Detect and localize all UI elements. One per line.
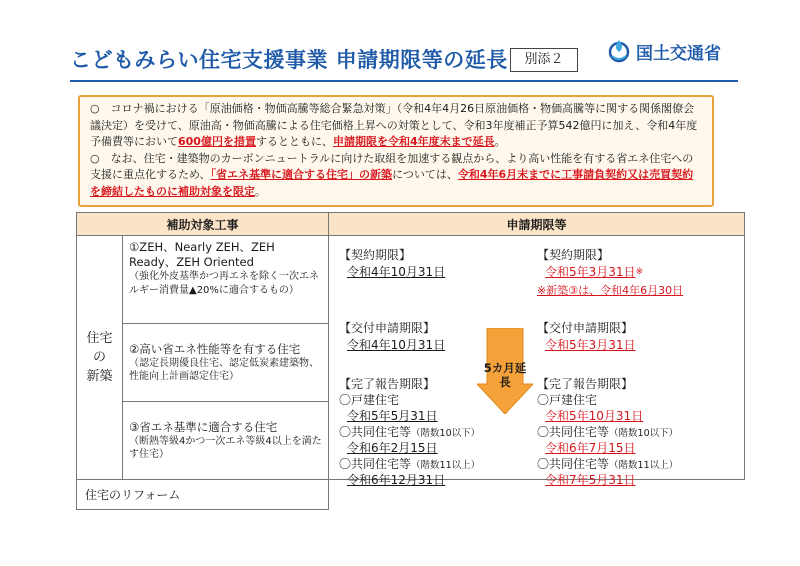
after-multi-small-label: 〇共同住宅等 <box>537 425 610 439</box>
notice-paragraph-2 <box>90 151 702 201</box>
side-label-line: 住宅 <box>86 331 113 346</box>
before-multi-large-note: （階数11以上） <box>411 460 481 471</box>
new-build-label <box>77 236 123 480</box>
side-label-line: 新築 <box>86 369 113 384</box>
contract-limit-emphasis: 令和4年6月末までに工事請負契約又は売買契約を締結したものに補助対象を限定 <box>90 168 694 198</box>
after-multi-large-date: 令和7年5月31日 <box>545 473 636 487</box>
after-multi-large-note: （階数11以上） <box>609 460 679 471</box>
work-high-performance <box>123 324 329 402</box>
before-multi-small <box>339 425 480 441</box>
side-label-line: の <box>92 350 106 365</box>
after-multi-small <box>537 425 678 441</box>
after-grant-date: 令和5年3月31日 <box>545 338 636 352</box>
before-report-label: 【完了報告期限】 <box>339 377 436 391</box>
before-multi-large-label: 〇共同住宅等 <box>339 457 412 471</box>
before-multi-small-label: 〇共同住宅等 <box>339 425 412 439</box>
annex-label: 別添２ <box>510 48 578 72</box>
header-eligible-work: 補助対象工事 <box>77 213 329 236</box>
notice-text: 。 <box>494 135 506 148</box>
notice-text: については、 <box>392 168 458 181</box>
work-energy-standard <box>123 402 329 480</box>
after-grant-label: 【交付申請期限】 <box>537 321 634 335</box>
work-title: ①ZEH、Nearly ZEH、ZEH Ready、ZEH Oriented <box>129 240 275 269</box>
budget-emphasis: 600億円を措置 <box>178 135 256 148</box>
extension-emphasis: 申請期限を令和4年度末まで延長 <box>332 135 495 148</box>
before-grant-date: 令和4年10月31日 <box>347 338 446 352</box>
header-deadlines: 申請期限等 <box>329 213 745 236</box>
deadline-table <box>76 212 745 510</box>
before-multi-small-date: 令和6年2月15日 <box>347 441 438 455</box>
after-contract-mark: ※ <box>635 267 644 277</box>
deadline-panel <box>329 236 745 487</box>
before-detached-date: 令和5年5月31日 <box>347 409 438 423</box>
notice-text: するとともに、 <box>255 135 333 148</box>
before-grant-label: 【交付申請期限】 <box>339 321 436 335</box>
notice-paragraph-1 <box>90 101 702 151</box>
after-multi-small-note: （階数10以下） <box>609 428 679 439</box>
after-multi-small-date: 令和6年7月15日 <box>545 441 636 455</box>
before-contract-date: 令和4年10月31日 <box>347 265 446 279</box>
before-multi-large-date: 令和6年12月31日 <box>347 473 446 487</box>
before-multi-small-note: （階数10以下） <box>411 428 481 439</box>
work-note: （断熱等級4かつ一次エネ等級4以上を満たす住宅） <box>129 435 322 460</box>
after-detached: 〇戸建住宅 <box>537 393 598 407</box>
after-multi-large-label: 〇共同住宅等 <box>537 457 610 471</box>
mlit-logo <box>608 38 721 64</box>
notice-box <box>78 95 714 207</box>
after-multi-large <box>537 457 678 473</box>
after-contract-note: ※新築③は、令和4年6月30日 <box>537 284 684 297</box>
before-multi-large <box>339 457 480 473</box>
after-contract-label: 【契約期限】 <box>537 248 610 262</box>
notice-text: ○ コロナ禍における「原油価格・物価高騰等総合緊急対策」（令和4年4月26日原油価格・物価高騰等に関する関係閣僚会議決定）を受けて、原油高・物価高騰による住宅価格上昇への対策として、令和3年度補正予算542億円に加え、令和4年度予備費等において <box>90 102 698 148</box>
after-report-label: 【完了報告期限】 <box>537 377 634 391</box>
page-title: こどもみらい住宅支援事業 申請期限等の延長 <box>70 48 508 72</box>
after-detached-date: 令和5年10月31日 <box>545 409 644 423</box>
work-title: ②高い省エネ性能等を有する住宅 <box>129 341 301 356</box>
notice-text: ○ なお、住宅・建築物のカーボンニュートラルに向けた取組を加速する観点から、より高い性能を有する省エネ住宅への支援に重点化するため、 <box>90 151 694 181</box>
after-contract-date: 令和5年3月31日 <box>545 265 636 279</box>
work-zeh <box>123 236 329 324</box>
new-build-emphasis: 「省エネ基準に適合する住宅」の新築 <box>210 168 393 181</box>
logo-text: 国土交通省 <box>636 43 721 64</box>
notice-text: 。 <box>255 184 266 198</box>
work-title: ③省エネ基準に適合する住宅 <box>129 419 278 434</box>
extension-arrow-label: 5カ月延長 <box>483 361 527 389</box>
before-detached: 〇戸建住宅 <box>339 393 400 407</box>
title-rule <box>70 80 738 82</box>
after-contract-date-row <box>545 265 643 280</box>
work-note: （認定長期優良住宅、認定低炭素建築物、性能向上計画認定住宅） <box>129 357 319 382</box>
work-note: （強化外皮基準かつ再エネを除く一次エネルギー消費量▲20%に適合するもの） <box>129 271 319 296</box>
reform-row: 住宅のリフォーム <box>77 480 329 510</box>
mlit-logo-icon <box>608 38 630 64</box>
before-contract-label: 【契約期限】 <box>339 248 412 262</box>
